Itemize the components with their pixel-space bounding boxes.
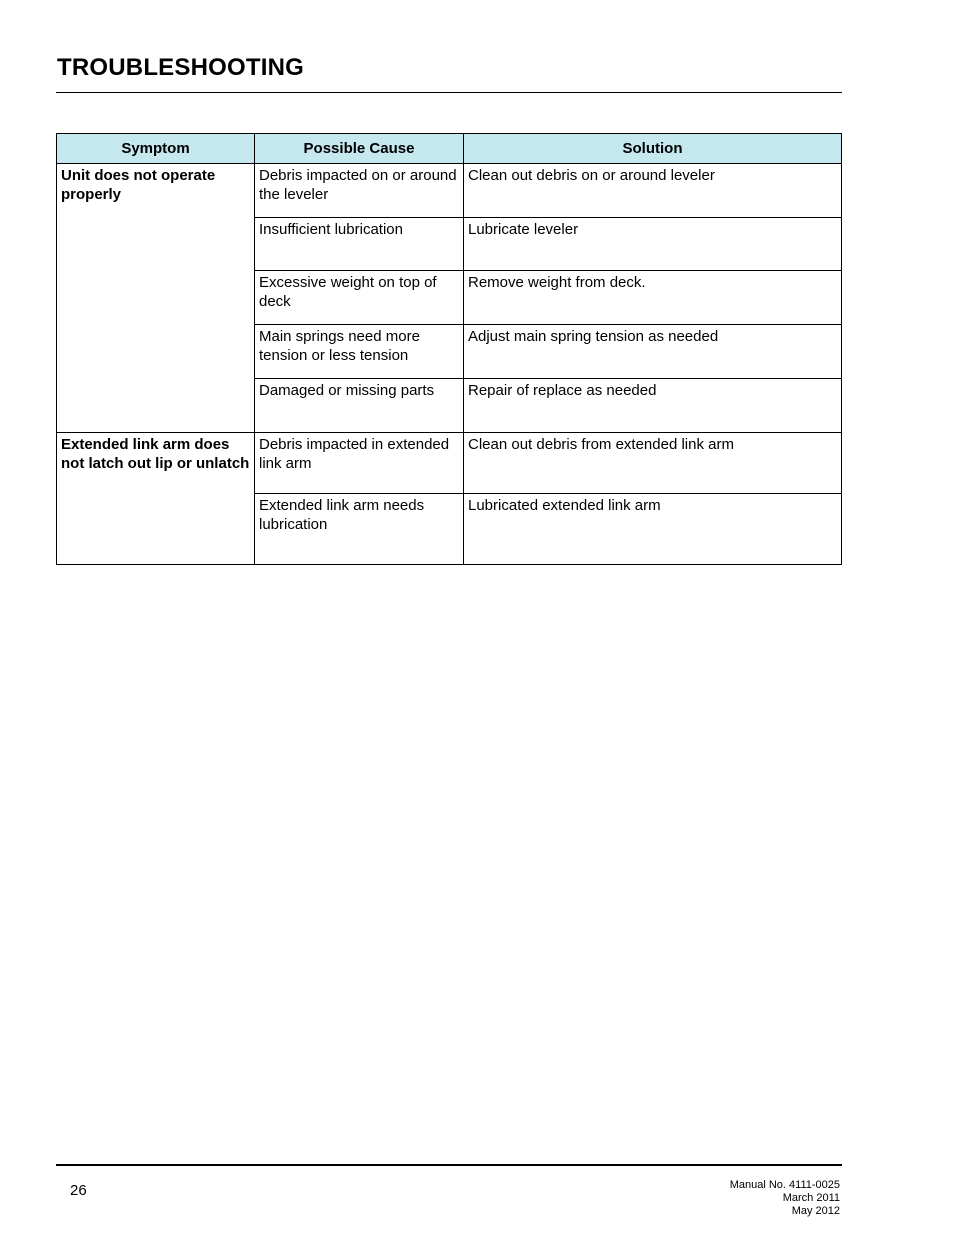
solution-cell (464, 494, 842, 565)
table-row (57, 164, 842, 218)
cause-text: Debris impacted on or around the leveler (259, 167, 457, 203)
solution-text: Clean out debris on or around leveler (468, 167, 715, 184)
page-number: 26 (70, 1182, 87, 1199)
solution-cell (464, 271, 842, 325)
manual-number: Manual No. 4111-0025 (729, 1179, 840, 1191)
cause-cell (255, 325, 464, 379)
table-row (57, 433, 842, 494)
cause-text: Damaged or missing parts (259, 382, 435, 399)
cause-cell (255, 218, 464, 271)
symptom-text: Unit does not operate properly (61, 167, 216, 203)
footer-divider (56, 1164, 842, 1166)
symptom-cell (57, 164, 255, 433)
header-possible-cause: Possible Cause (255, 134, 464, 164)
solution-text: Adjust main spring tension as needed (468, 328, 719, 345)
table-header-row (57, 134, 842, 164)
cause-cell (255, 433, 464, 494)
title-divider (56, 92, 842, 93)
solution-cell (464, 379, 842, 433)
header-solution: Solution (464, 134, 842, 164)
solution-text: Lubricate leveler (468, 221, 579, 238)
solution-text: Remove weight from deck. (468, 274, 646, 291)
troubleshooting-table (56, 133, 842, 565)
header-symptom: Symptom (57, 134, 255, 164)
symptom-text: Extended link arm does not latch out lip or unlatch (61, 436, 250, 472)
solution-cell (464, 164, 842, 218)
solution-cell (464, 325, 842, 379)
solution-text: Repair of replace as needed (468, 382, 657, 399)
solution-text: Lubricated extended link arm (468, 497, 661, 514)
page-title: TROUBLESHOOTING (57, 54, 304, 81)
cause-text: Main springs need more tension or less tension (259, 328, 420, 364)
manual-info (730, 1179, 840, 1218)
symptom-cell (57, 433, 255, 565)
cause-text: Excessive weight on top of deck (259, 274, 437, 310)
manual-date-1: March 2011 (782, 1192, 840, 1204)
manual-date-2: May 2012 (791, 1205, 840, 1217)
cause-cell (255, 164, 464, 218)
cause-cell (255, 271, 464, 325)
cause-text: Extended link arm needs lubrication (259, 497, 425, 533)
cause-cell (255, 494, 464, 565)
cause-cell (255, 379, 464, 433)
solution-text: Clean out debris from extended link arm (468, 436, 734, 453)
solution-cell (464, 433, 842, 494)
solution-cell (464, 218, 842, 271)
cause-text: Debris impacted in extended link arm (259, 436, 450, 472)
cause-text: Insufficient lubrication (259, 221, 403, 238)
